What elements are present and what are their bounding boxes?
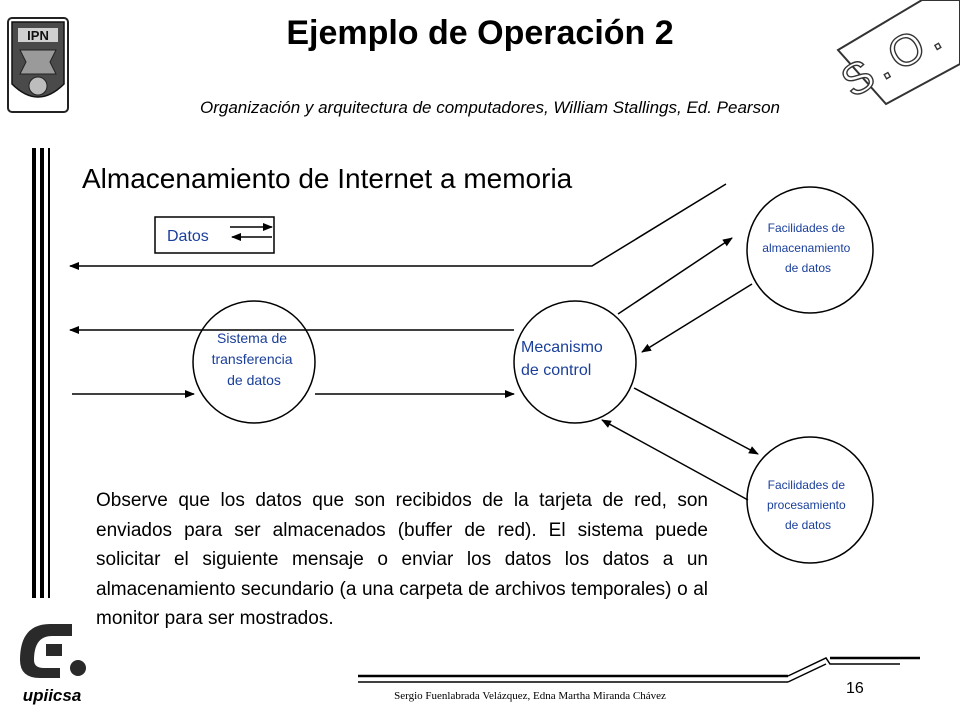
slide-title: Ejemplo de Operación 2 — [286, 14, 674, 52]
arrow-control-to-processing — [634, 388, 758, 454]
transfer-system-label-line: Sistema de — [217, 330, 288, 346]
transfer-system-label-line: transferencia — [211, 351, 293, 367]
processing-label-line: de datos — [784, 518, 832, 532]
storage-label-line: almacenamiento — [762, 241, 851, 255]
arrow-control-to-storage — [618, 238, 732, 314]
footer-rule — [358, 658, 920, 682]
control-label-line: de control — [521, 362, 592, 379]
ipn-logo-text: IPN — [27, 28, 49, 43]
processing-label-line: procesamiento — [766, 498, 846, 512]
transfer-system-label-line: de datos — [227, 372, 281, 388]
footer-author: Sergio Fuenlabrada Velázquez, Edna Martha Miranda Chávez — [394, 690, 666, 702]
page-number: 16 — [846, 680, 864, 697]
left-vertical-bars — [32, 148, 50, 598]
so-stamp-text: S.O. — [832, 8, 955, 108]
so-stamp — [833, 0, 960, 107]
arrow-storage-to-control — [642, 284, 752, 352]
section-heading: Almacenamiento de Internet a memoria — [82, 163, 573, 194]
observation-paragraph: Observe que los datos que son recibidos de la tarjeta de red, son enviados para ser almacenados (buffer de red). El sistema puede solicitar el siguiente mensaje o enviar los datos los datos a un almacenamiento secundario (a una carpeta de archivos temporales) o al monitor para ser mostrados. — [96, 490, 708, 629]
control-label-line: Mecanismo — [521, 339, 603, 356]
storage-label-line: de datos — [784, 261, 832, 275]
processing-label-line: Facilidades de — [767, 478, 846, 492]
upiicsa-logo-text: upiicsa — [22, 686, 82, 705]
ipn-logo — [8, 18, 68, 112]
legend-box — [155, 217, 274, 253]
upiicsa-logo — [20, 624, 86, 705]
legend-label: Datos — [167, 228, 209, 245]
storage-label-line: Facilidades de — [767, 221, 846, 235]
slide-subtitle: Organización y arquitectura de computadores, William Stallings, Ed. Pearson — [199, 98, 781, 117]
